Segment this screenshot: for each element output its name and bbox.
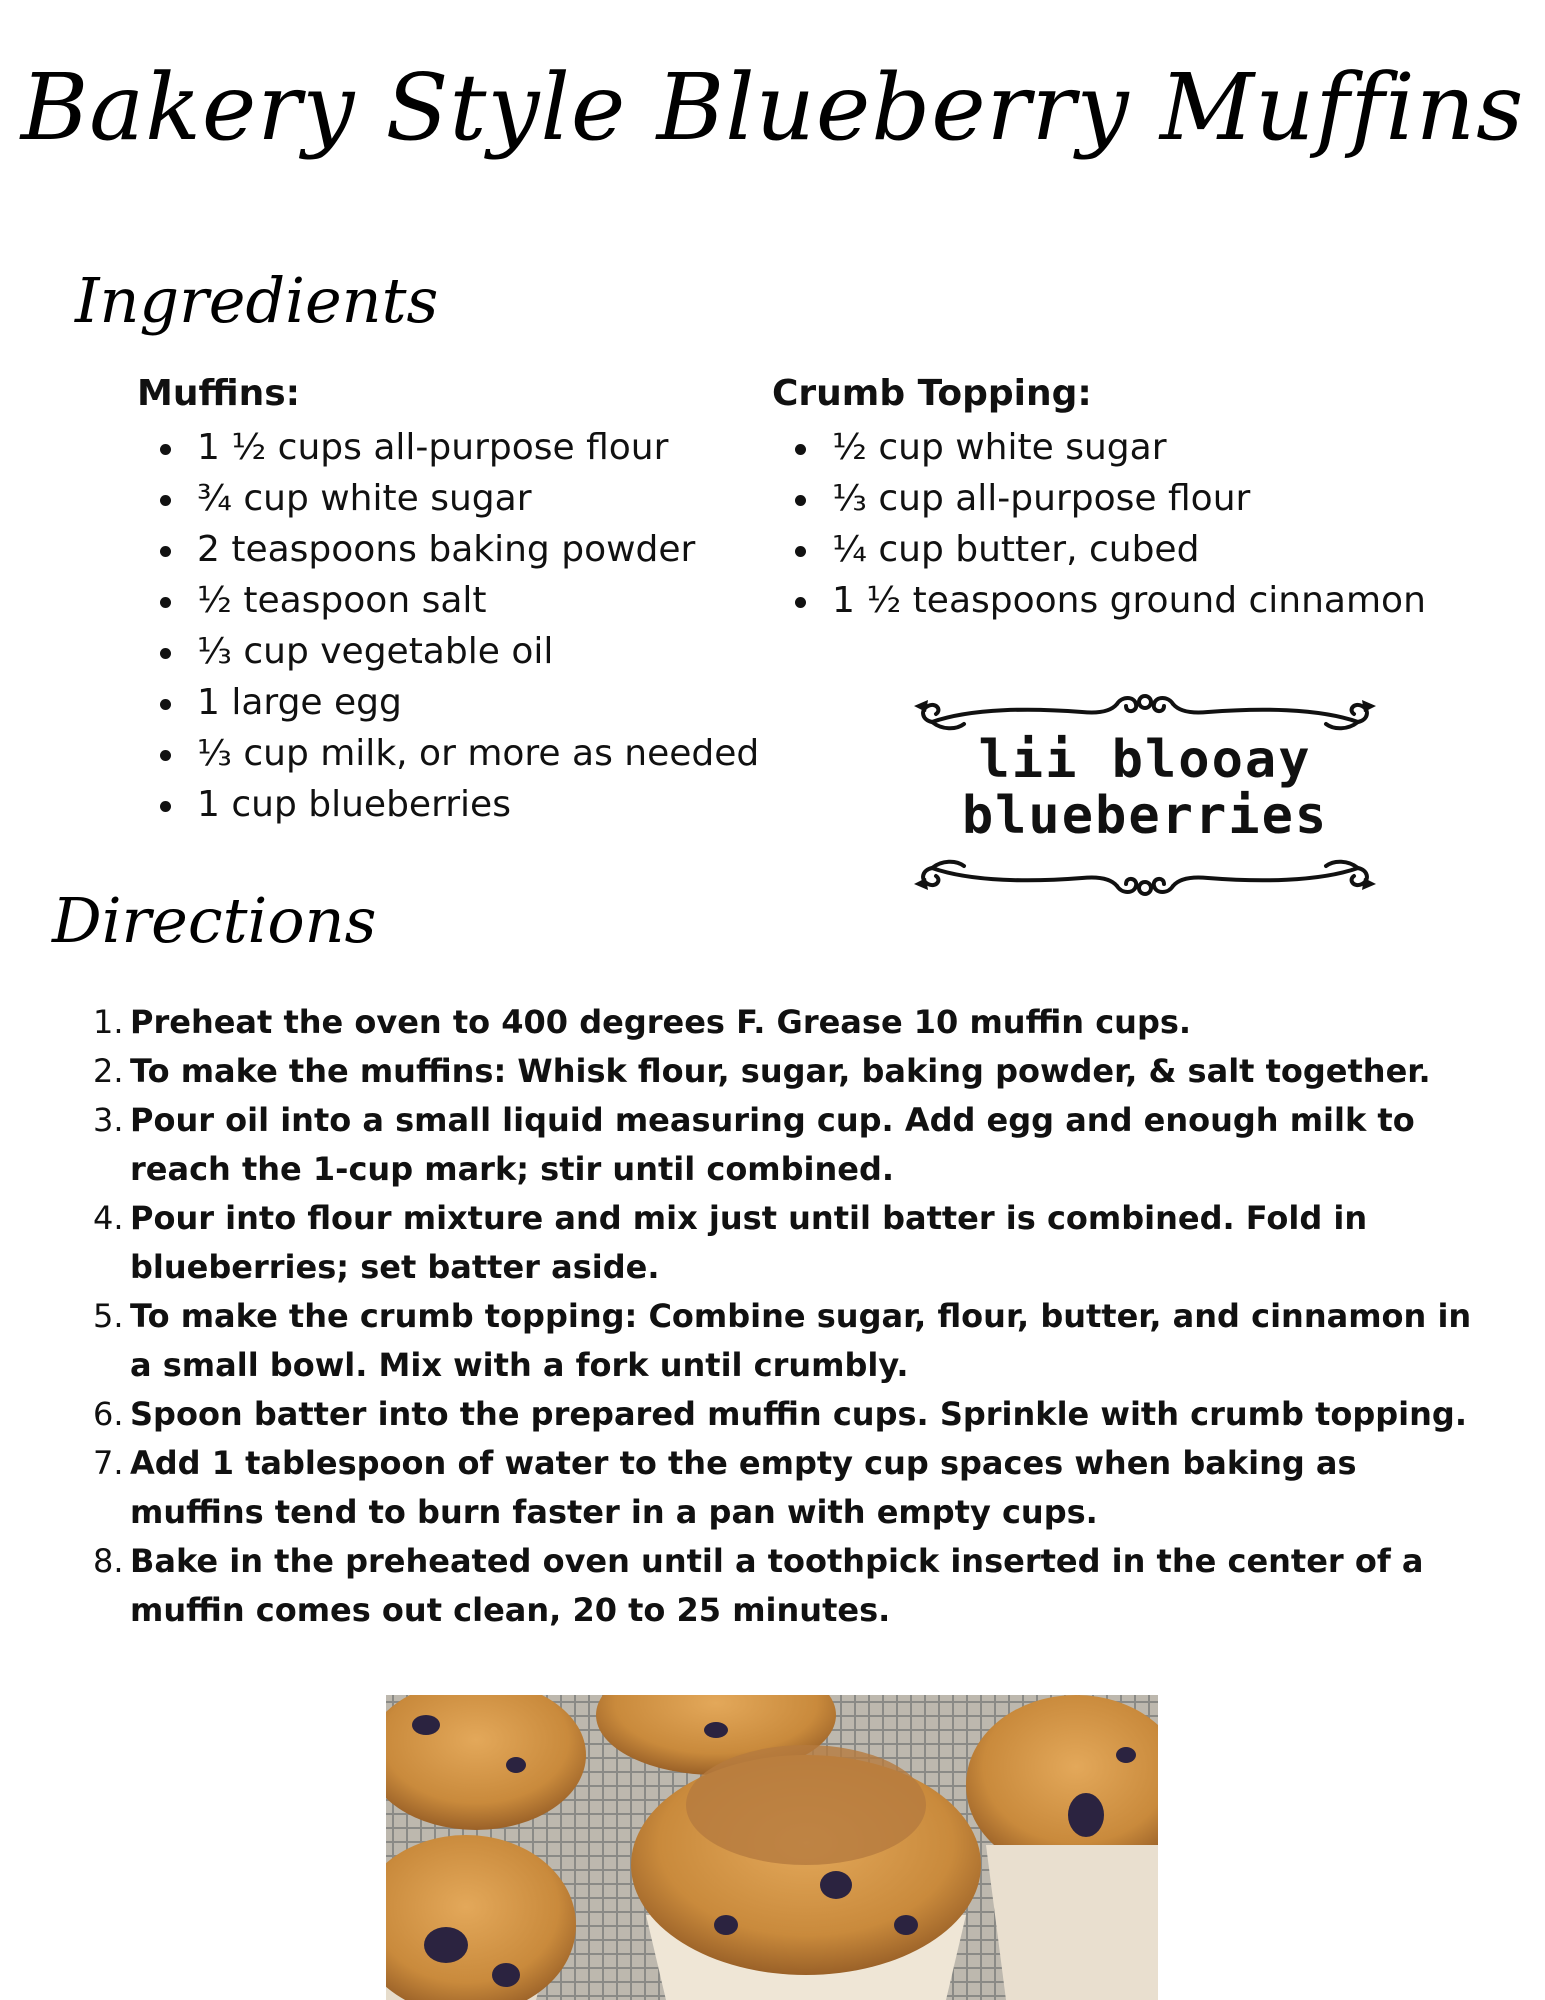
- ingredient-item: 1 cup blueberries: [137, 779, 759, 830]
- direction-step: [95, 1439, 1495, 1537]
- step-text: Spoon batter into the prepared muffin cups. Sprinkle with crumb topping.: [130, 1395, 1467, 1433]
- step-number: 5.: [93, 1297, 124, 1335]
- directions-list: [95, 998, 1495, 1635]
- direction-step: [95, 998, 1495, 1047]
- muffins-ingredient-list: [137, 422, 759, 830]
- muffins-photo: [386, 1695, 1158, 2000]
- muffins-photo-illustration: [386, 1695, 1158, 2000]
- crumb-topping-ingredient-list: [772, 422, 1426, 626]
- step-text: To make the crumb topping: Combine sugar, flour, butter, and cinnamon in a small bowl. Mix with a fork until crumbly.: [130, 1297, 1472, 1384]
- step-text: Pour oil into a small liquid measuring cup. Add egg and enough milk to reach the 1-cup mark; stir until combined.: [130, 1101, 1415, 1188]
- flourish-bottom-icon: [912, 850, 1378, 900]
- step-number: 7.: [93, 1444, 124, 1482]
- ingredient-item: 1 ½ cups all-purpose flour: [137, 422, 759, 473]
- brand-logo: [912, 690, 1378, 890]
- ingredient-item: ½ cup white sugar: [772, 422, 1426, 473]
- direction-step: [95, 1537, 1495, 1635]
- step-number: 1.: [93, 1003, 124, 1041]
- ingredient-item: ¼ cup butter, cubed: [772, 524, 1426, 575]
- ingredient-item: 2 teaspoons baking powder: [137, 524, 759, 575]
- step-number: 4.: [93, 1199, 124, 1237]
- step-text: Pour into flour mixture and mix just until batter is combined. Fold in blueberries; set batter aside.: [130, 1199, 1368, 1286]
- direction-step: [95, 1390, 1495, 1439]
- direction-step: [95, 1194, 1495, 1292]
- step-text: Add 1 tablespoon of water to the empty cup spaces when baking as muffins tend to burn faster in a pan with empty cups.: [130, 1444, 1357, 1531]
- ingredient-item: ⅓ cup vegetable oil: [137, 626, 759, 677]
- ingredient-item: 1 ½ teaspoons ground cinnamon: [772, 575, 1426, 626]
- ingredient-item: ½ teaspoon salt: [137, 575, 759, 626]
- step-number: 2.: [93, 1052, 124, 1090]
- recipe-title: Bakery Style Blueberry Muffins: [20, 54, 1525, 161]
- step-number: 8.: [93, 1542, 124, 1580]
- ingredient-item: ¾ cup white sugar: [137, 473, 759, 524]
- directions-heading: Directions: [52, 884, 377, 957]
- direction-step: [95, 1047, 1495, 1096]
- step-text: Preheat the oven to 400 degrees F. Grease 10 muffin cups.: [130, 1003, 1192, 1041]
- step-number: 3.: [93, 1101, 124, 1139]
- ingredient-item: ⅓ cup milk, or more as needed: [137, 728, 759, 779]
- direction-step: [95, 1292, 1495, 1390]
- muffins-heading: Muffins:: [137, 373, 301, 414]
- logo-line-1: lii blooay: [978, 730, 1312, 790]
- crumb-topping-heading: Crumb Topping:: [772, 373, 1092, 414]
- ingredient-item: 1 large egg: [137, 677, 759, 728]
- ingredient-item: ⅓ cup all-purpose flour: [772, 473, 1426, 524]
- step-text: To make the muffins: Whisk flour, sugar, baking powder, & salt together.: [130, 1052, 1431, 1090]
- step-number: 6.: [93, 1395, 124, 1433]
- logo-line-2: blueberries: [961, 786, 1329, 846]
- logo-text: [912, 732, 1378, 844]
- direction-step: [95, 1096, 1495, 1194]
- ingredients-heading: Ingredients: [75, 264, 439, 337]
- step-text: Bake in the preheated oven until a toothpick inserted in the center of a muffin comes out clean, 20 to 25 minutes.: [130, 1542, 1424, 1629]
